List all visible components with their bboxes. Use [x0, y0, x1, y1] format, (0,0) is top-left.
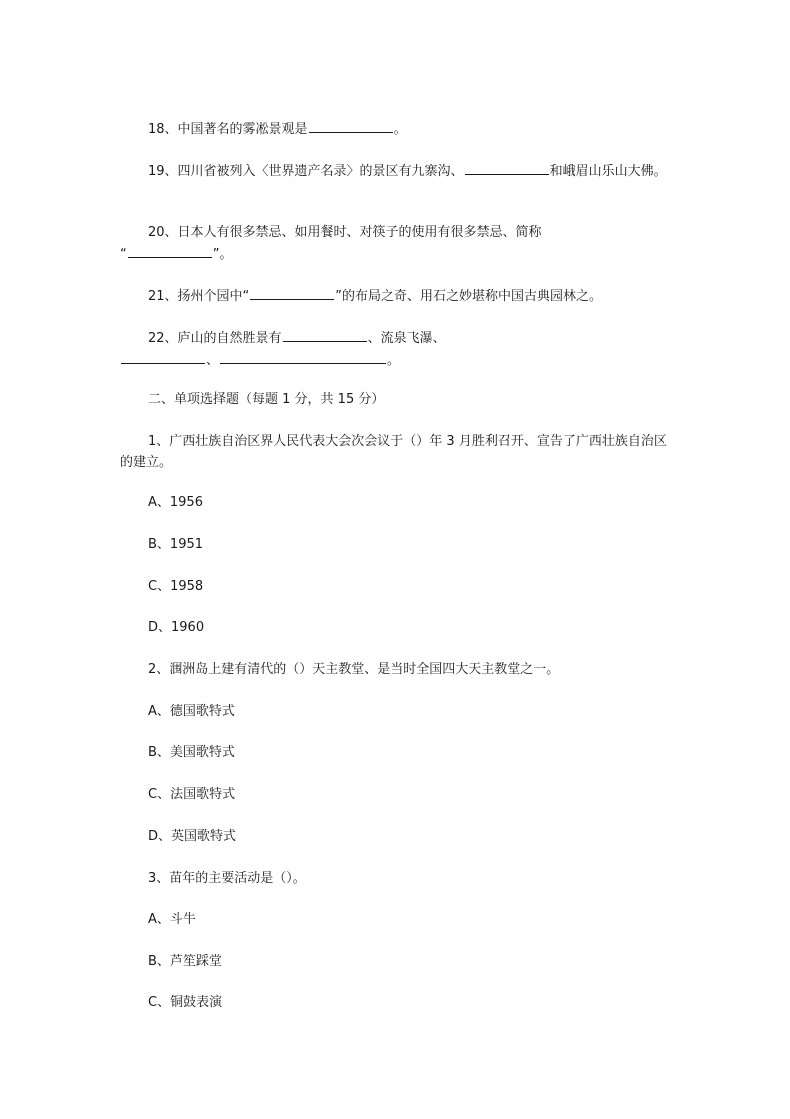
question-text: 庐山的自然胜景有 [177, 331, 282, 346]
question-number: 3、 [148, 871, 170, 886]
answer-blank[interactable] [309, 118, 393, 133]
answer-blank[interactable] [121, 349, 205, 364]
question-text: ”。 [212, 247, 233, 262]
question-18 [120, 118, 668, 140]
question-text: 和峨眉山乐山大佛。 [549, 164, 667, 179]
question-21 [120, 285, 668, 307]
option-a[interactable]: A、1956 [148, 495, 203, 510]
option-b[interactable]: B、芦笙踩堂 [148, 954, 222, 969]
question-text: 涠洲岛上建有清代的（）天主教堂、是当时全国四大天主教堂之一。 [169, 662, 560, 677]
option-d[interactable]: D、1960 [148, 620, 205, 635]
mc-question-1 [120, 431, 668, 473]
question-19 [120, 160, 668, 182]
question-number: 2、 [148, 662, 170, 677]
answer-blank[interactable] [250, 285, 334, 300]
option-c[interactable]: C、法国歌特式 [148, 787, 236, 802]
question-text: 中国著名的雾凇景观是 [177, 122, 308, 137]
option-b[interactable]: B、美国歌特式 [148, 745, 235, 760]
question-text: 广西壮族自治区界人民代表大会次会议于（）年 3 月胜利召开、宣告了广西壮族自治区的建立。 [120, 434, 667, 470]
question-text: 日本人有很多禁忌、如用餐时、对筷子的使用有很多禁忌、简称 [177, 225, 542, 240]
question-number: 18、 [148, 122, 178, 137]
option-b[interactable]: B、1951 [148, 537, 204, 552]
question-text: 。 [387, 353, 401, 368]
mc-question-3 [120, 868, 668, 889]
option-c[interactable]: C、1958 [148, 579, 204, 594]
question-text: 四川省被列入〈世界遗产名录〉的景区有九寨沟、 [177, 164, 464, 179]
question-text: 苗年的主要活动是（）。 [169, 871, 306, 886]
answer-blank[interactable] [465, 160, 549, 175]
question-number: 1、 [148, 434, 170, 449]
question-text: 扬州个园中“ [177, 289, 250, 304]
question-22 [120, 327, 668, 371]
option-a[interactable]: A、斗牛 [148, 912, 196, 927]
open-quote: “ [120, 247, 127, 262]
question-number: 19、 [148, 164, 178, 179]
question-text: 。 [393, 122, 407, 137]
option-d[interactable]: D、英国歌特式 [148, 829, 237, 844]
question-number: 21、 [148, 289, 178, 304]
question-number: 22、 [148, 331, 178, 346]
mc-question-2 [120, 659, 668, 680]
answer-blank[interactable] [220, 349, 386, 364]
question-number: 20、 [148, 225, 178, 240]
question-20 [120, 222, 668, 265]
question-text: 、 [206, 353, 220, 368]
section-title: 二、单项选择题（每题 1 分，共 15 分） [148, 392, 385, 407]
option-c[interactable]: C、铜鼓表演 [148, 995, 223, 1010]
answer-blank[interactable] [128, 243, 212, 258]
question-text: 、流泉飞瀑、 [367, 331, 446, 346]
question-text: ”的布局之奇、用石之妙堪称中国古典园林之。 [335, 289, 603, 304]
option-a[interactable]: A、德国歌特式 [148, 704, 235, 719]
answer-blank[interactable] [283, 327, 367, 342]
